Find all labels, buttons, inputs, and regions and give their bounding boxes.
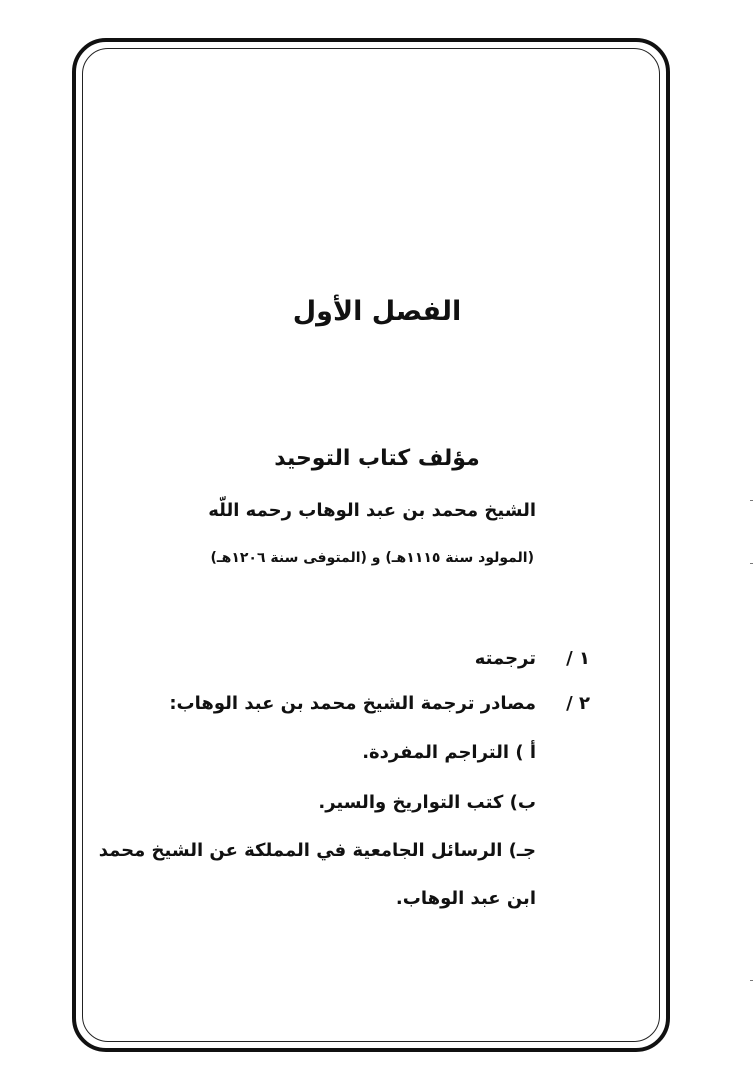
subitem: ابن عبد الوهاب. bbox=[395, 888, 536, 909]
author-line: الشيخ محمد بن عبد الوهاب رحمه اللّه bbox=[208, 500, 536, 521]
item-number: ٢ / bbox=[566, 693, 590, 714]
subitem: أ ) التراجم المفردة. bbox=[362, 742, 536, 763]
chapter-title: الفصل الأول bbox=[292, 296, 462, 327]
item-text: مصادر ترجمة الشيخ محمد بن عبد الوهاب: bbox=[169, 693, 536, 714]
item-text: ترجمته bbox=[474, 648, 536, 669]
scan-mark bbox=[750, 563, 753, 564]
subitem: جـ) الرسائل الجامعية في المملكة عن الشيخ محمد bbox=[98, 840, 536, 861]
section-title: مؤلف كتاب التوحيد bbox=[274, 446, 480, 471]
dates-line: (المولود سنة ١١١٥هـ) و (المتوفى سنة ١٢٠٦هـ) bbox=[210, 550, 534, 566]
item-number: ١ / bbox=[566, 648, 590, 669]
scan-mark bbox=[750, 980, 753, 981]
scan-mark bbox=[750, 500, 753, 501]
subitem: ب) كتب التواريخ والسير. bbox=[318, 792, 536, 813]
